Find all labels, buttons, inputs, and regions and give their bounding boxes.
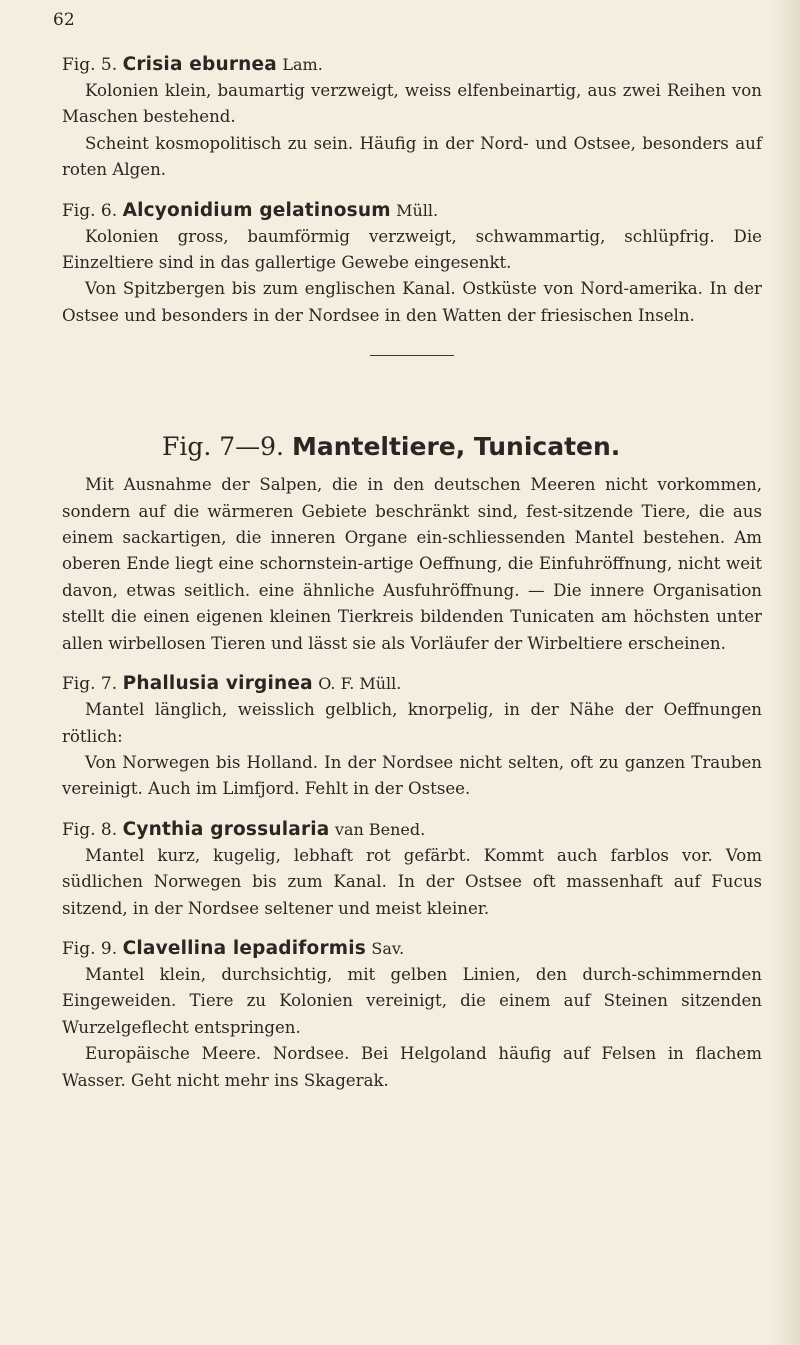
chapter-title: Manteltiere, Tunicaten. [291, 432, 621, 462]
entry-fig-6 [62, 198, 762, 330]
species-name: Crisia eburnea [122, 54, 277, 75]
fig-label: Fig. 6. [62, 200, 118, 221]
entry-paragraph: Kolonien gross, baumförmig verzweigt, schwammartig, schlüpfrig. Die Einzeltiere sind in das gallertige Gewebe eingesenkt. [62, 226, 762, 273]
entry-fig-7 [62, 671, 762, 803]
entry-fig-5 [62, 52, 762, 184]
entry-paragraph: Kolonien klein, baumartig verzweigt, weiss elfenbeinartig, aus zwei Reihen von Maschen bestehend. [62, 81, 762, 127]
chapter-heading [62, 428, 762, 466]
entry-fig-9 [62, 936, 762, 1094]
page-number: 62 [53, 10, 75, 30]
entry-paragraph: Von Spitzbergen bis zum englischen Kanal. Ostküste von Nord-amerika. In der Ostsee und besonders in der Nordsee in den Watten der friesischen Inseln. [62, 279, 762, 325]
entry-heading [62, 198, 762, 224]
species-author: van Bened. [334, 819, 426, 839]
entry-heading [62, 936, 762, 962]
fig-label: Fig. 7. [62, 674, 118, 695]
chapter-fig-range: Fig. 7—9. [162, 432, 284, 462]
entry-paragraph: Europäische Meere. Nordsee. Bei Helgoland häufig auf Felsen in flachem Wasser. Geht nicht mehr ins Skagerak. [62, 1044, 762, 1090]
entry-heading [62, 817, 762, 843]
species-author: Müll. [396, 200, 439, 220]
species-author: O. F. Müll. [318, 674, 402, 694]
entry-paragraph: Mantel länglich, weisslich gelblich, knorpelig, in der Nähe der Oeffnungen rötlich: [62, 700, 762, 746]
species-name: Clavellina lepadiformis [122, 937, 367, 959]
entry-fig-8 [62, 817, 762, 922]
species-name: Alcyonidium gelatinosum [122, 199, 391, 221]
species-author: Sav. [371, 938, 405, 958]
fig-label: Fig. 5. [62, 55, 118, 75]
entry-paragraph: Scheint kosmopolitisch zu sein. Häufig in der Nord- und Ostsee, besonders auf roten Algen. [62, 133, 762, 180]
entry-heading [62, 671, 762, 697]
section-divider [370, 355, 454, 356]
entry-heading [62, 52, 762, 78]
fig-label: Fig. 9. [62, 938, 118, 959]
page-edge-shadow [772, 0, 800, 1345]
species-name: Phallusia virginea [122, 673, 313, 695]
species-author: Lam. [282, 55, 323, 74]
entry-paragraph: Von Norwegen bis Holland. In der Nordsee nicht selten, oft zu ganzen Trauben vereinigt. Auch im Limfjord. Fehlt in der Ostsee. [62, 752, 762, 799]
page-content [62, 52, 762, 1094]
fig-label: Fig. 8. [62, 819, 118, 840]
chapter-intro: Mit Ausnahme der Salpen, die in den deutschen Meeren nicht vorkommen, sondern auf die wärmeren Gebiete beschränkt sind, fest-sitzende Tiere, die aus einem sackartigen, die inneren Organe ein-schliessenden Mantel bestehen. Am oberen Ende liegt eine schornstein-artige Oeffnung, die Einfuhröffnung, nicht weit davon, etwas seitlich. eine ähnliche Ausfuhröffnung. — Die innere Organisation stellt die einen eigenen kleinen Tierkreis bildenden Tunicaten am höchsten unter allen wirbellosen Tieren und lässt sie als Vorläufer der Wirbeltiere erscheinen. [62, 475, 762, 653]
entry-paragraph: Mantel klein, durchsichtig, mit gelben Linien, den durch-schimmernden Eingeweiden. Tiere zu Kolonien vereinigt, die einem auf Steinen sitzenden Wurzelgeflecht entspringen. [62, 964, 762, 1037]
entry-paragraph: Mantel kurz, kugelig, lebhaft rot gefärbt. Kommt auch farblos vor. Vom südlichen Norwegen bis zum Kanal. In der Ostsee oft massenhaft auf Fucus sitzend, in der Nordsee seltener und meist kleiner. [62, 845, 762, 918]
species-name: Cynthia grossularia [122, 818, 330, 840]
